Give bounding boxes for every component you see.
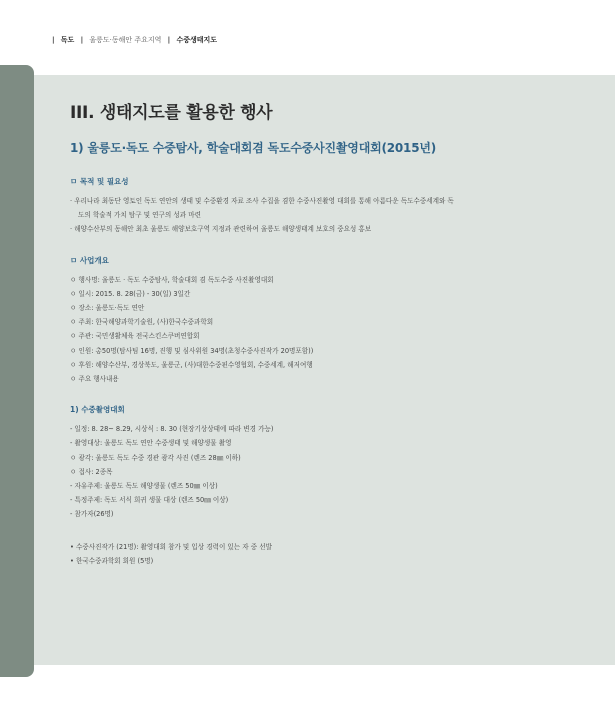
contest-line: - 자유주제: 울릉도 독도 해양생물 (렌즈 50㎜ 이상) bbox=[70, 482, 218, 491]
contest-line: - 참가자(26명) bbox=[70, 510, 114, 519]
purpose-line: · 우리나라 최동단 영토인 독도 연안의 생태 및 수중환경 자료 조사 수집을 겸한 수중사진촬영 대회를 통해 아름다운 독도수중세계와 독 bbox=[70, 197, 454, 205]
contest-line: - 특정주제: 독도 서식 희귀 생물 대상 (렌즈 50㎜ 이상) bbox=[70, 496, 229, 505]
header-separator: | bbox=[167, 36, 171, 44]
overview-heading: ㅁ 사업개요 bbox=[70, 255, 109, 265]
contest-line: - 촬영대상: 울릉도 독도 연안 수중생태 및 해양생물 촬영 bbox=[70, 439, 232, 448]
overview-line: ㅇ 주최: 한국해양과학기술원, (사)한국수중과학회 bbox=[70, 318, 214, 327]
overview-line: ㅇ 주관: 국민생활체육 전국스킨스쿠버연합회 bbox=[70, 332, 200, 341]
header-separator: | bbox=[80, 36, 84, 44]
header-part3: 수중생태지도 bbox=[176, 36, 218, 44]
page-header bbox=[48, 35, 217, 45]
contest-line: ㅇ 광각: 울릉도 독도 수중 경관 광각 사진 (렌즈 28㎜ 이하) bbox=[70, 453, 241, 462]
header-part1: 독도 bbox=[60, 36, 75, 44]
purpose-heading: ㅁ 목적 및 필요성 bbox=[70, 177, 129, 186]
participant-line: • 한국수중과학회 회원 (5명) bbox=[70, 556, 154, 565]
subsection-title: 1) 울릉도·독도 수중탐사, 학술대회겸 독도수중사진촬영대회(2015년) bbox=[70, 141, 437, 155]
header-part2: 울릉도·동해안 주요지역 bbox=[89, 36, 162, 44]
contest-line: ㅇ 접사: 2종목 bbox=[70, 467, 113, 476]
section-title: III. 생태지도를 활용한 행사 bbox=[70, 103, 273, 123]
participant-line: • 수중사진작가 (21명): 촬영대회 참가 및 입상 경력이 있는 자 중 선발 bbox=[70, 542, 272, 551]
purpose-line: · 해양수산부의 동해안 최초 울릉도 해양보호구역 지정과 관련하여 울릉도 해양생태계 보호의 중요성 홍보 bbox=[70, 225, 372, 234]
contest-line: - 일정: 8. 28~ 8.29, 시상식 : 8. 30 (현장기상상태에 따라 변경 가능) bbox=[70, 425, 274, 434]
contest-heading: 1) 수중촬영대회 bbox=[70, 405, 125, 415]
overview-line: ㅇ 후원: 해양수산부, 경상북도, 울릉군, (사)대한수중핀수영협회, 수중세계, 해저여행 bbox=[70, 360, 313, 369]
overview-line: ㅇ 주요 행사내용 bbox=[70, 375, 119, 384]
purpose-line: 도의 학술적 가치 탐구 및 연구의 성과 마련 bbox=[78, 211, 201, 220]
overview-line: ㅇ 일시: 2015. 8. 28(금) - 30(일) 3일간 bbox=[70, 289, 191, 298]
overview-line: ㅇ 행사명: 울릉도 · 독도 수중탐사, 학술대회 겸 독도수중 사진촬영대회 bbox=[70, 275, 274, 284]
header-separator: | bbox=[52, 36, 55, 44]
overview-line: ㅇ 장소: 울릉도·독도 연안 bbox=[70, 304, 145, 313]
overview-line: ㅇ 인원: 총50명(탐사팀 16명, 진행 및 심사위원 34명(초청수중사진작가 20명포함)) bbox=[70, 346, 314, 355]
side-tab-decoration bbox=[0, 65, 34, 677]
page-content bbox=[70, 98, 570, 568]
